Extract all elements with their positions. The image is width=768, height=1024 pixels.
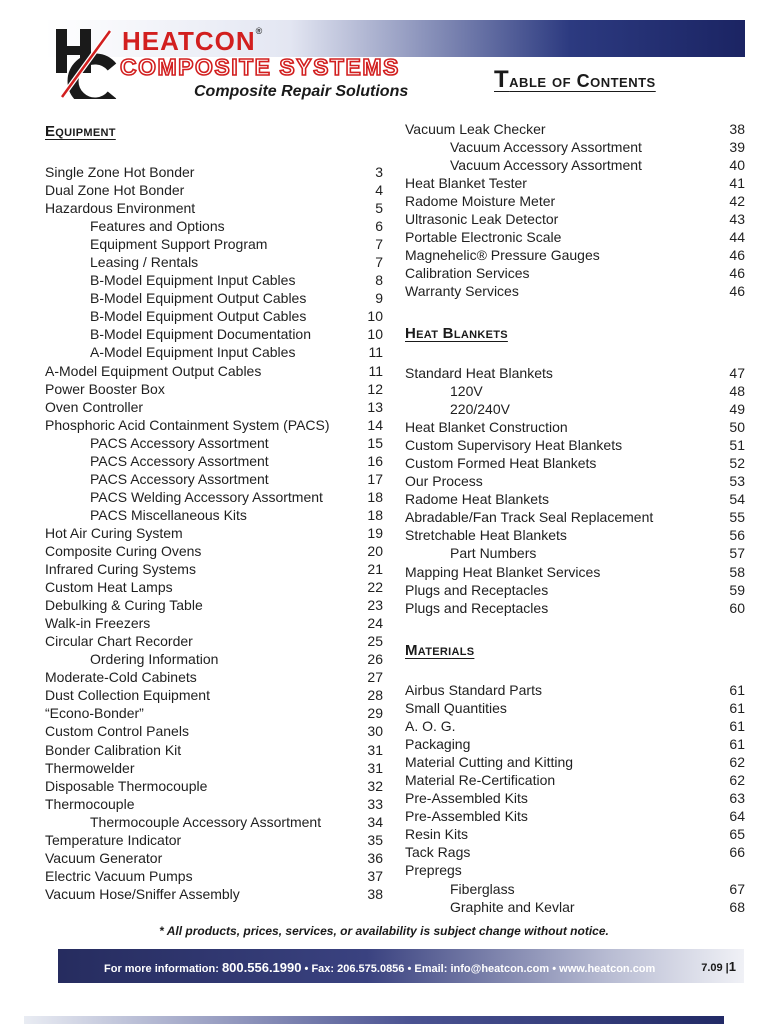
toc-entry-page: 11: [368, 362, 383, 379]
toc-entry-page: 19: [367, 524, 383, 541]
toc-entry-page: 5: [375, 200, 383, 217]
toc-entry-label: B-Model Equipment Documentation: [90, 326, 312, 343]
equipment-continued-list: [405, 120, 745, 300]
toc-entry: [405, 418, 745, 436]
toc-entry: [405, 382, 745, 400]
toc-entry: [45, 380, 383, 398]
toc-entry-label: “Econo-Bonder”: [45, 705, 144, 722]
toc-entry-label: Resin Kits: [405, 826, 469, 843]
toc-entry-page: 36: [367, 849, 383, 866]
toc-entry: [405, 210, 745, 228]
toc-entry-page: 41: [729, 175, 745, 192]
toc-entry: [405, 264, 745, 282]
toc-entry-label: Dual Zone Hot Bonder: [45, 182, 185, 199]
page-number: 1: [728, 959, 736, 974]
toc-entry-label: Hot Air Curing System: [45, 524, 183, 541]
toc-entry-page: 7: [375, 236, 383, 253]
footer-version: 7.09 |: [701, 962, 729, 974]
toc-entry-page: 50: [729, 419, 745, 436]
toc-entry: [45, 470, 383, 488]
footer-contact-bar: [58, 949, 744, 983]
toc-entry-label: Pre-Assembled Kits: [405, 790, 528, 807]
toc-entry-page: 52: [729, 455, 745, 472]
toc-entry-label: Vacuum Hose/Sniffer Assembly: [45, 885, 240, 902]
toc-entry-page: 30: [367, 723, 383, 740]
toc-entry-page: 33: [367, 795, 383, 812]
toc-entry-label: PACS Accessory Assortment: [90, 434, 269, 451]
toc-entry-label: Power Booster Box: [45, 380, 165, 397]
toc-entry-page: 12: [367, 380, 383, 397]
brand-subtitle: COMPOSITE SYSTEMS: [120, 54, 400, 80]
toc-entry-page: 48: [729, 383, 745, 400]
toc-entry-label: Pre-Assembled Kits: [405, 808, 528, 825]
toc-entry-label: Thermocouple Accessory Assortment: [90, 813, 322, 830]
toc-entry: [405, 735, 745, 753]
toc-entry-page: 61: [729, 736, 745, 753]
toc-entry-label: Custom Control Panels: [45, 723, 189, 740]
toc-entry-page: 35: [367, 831, 383, 848]
toc-entry-page: 10: [367, 326, 383, 343]
heat-blankets-list: [405, 364, 745, 617]
toc-entry-label: Vacuum Generator: [45, 849, 163, 866]
toc-entry: [45, 325, 383, 343]
toc-entry: [405, 174, 745, 192]
toc-entry: [405, 581, 745, 599]
toc-entry-page: 64: [729, 808, 745, 825]
heatcon-logo-icon: [50, 27, 118, 99]
toc-entry: [405, 138, 745, 156]
toc-entry-page: 43: [729, 211, 745, 228]
toc-entry-page: 59: [729, 581, 745, 598]
toc-entry: [45, 650, 383, 668]
toc-entry: [45, 704, 383, 722]
toc-entry-page: 20: [367, 542, 383, 559]
toc-entry: [45, 596, 383, 614]
toc-entry: [405, 898, 745, 916]
toc-entry: [405, 861, 745, 879]
toc-entry: [405, 472, 745, 490]
toc-entry-page: 25: [367, 633, 383, 650]
toc-entry-label: Equipment Support Program: [90, 236, 268, 253]
toc-entry: [45, 307, 383, 325]
toc-entry-label: 120V: [450, 383, 483, 400]
toc-entry-label: Temperature Indicator: [45, 831, 182, 848]
toc-entry-page: 17: [367, 470, 383, 487]
toc-entry-page: 66: [729, 844, 745, 861]
toc-entry-label: Moderate-Cold Cabinets: [45, 669, 197, 686]
footer-contact: [104, 960, 655, 975]
toc-entry-page: 61: [729, 718, 745, 735]
toc-entry-label: Vacuum Leak Checker: [405, 121, 546, 137]
toc-entry-label: Radome Heat Blankets: [405, 491, 549, 508]
toc-entry-page: 26: [367, 651, 383, 668]
toc-entry-label: Leasing / Rentals: [90, 254, 199, 271]
toc-entry: [45, 578, 383, 596]
toc-entry-label: Material Cutting and Kitting: [405, 754, 574, 771]
toc-entry: [45, 524, 383, 542]
toc-entry: [45, 434, 383, 452]
toc-entry-label: B-Model Equipment Output Cables: [90, 290, 307, 307]
toc-entry: [405, 120, 745, 138]
toc-entry-page: 39: [729, 139, 745, 156]
toc-entry-page: 56: [729, 527, 745, 544]
toc-entry: [405, 599, 745, 617]
toc-entry-page: 34: [367, 813, 383, 830]
toc-entry-page: 10: [367, 308, 383, 325]
toc-entry-label: Disposable Thermocouple: [45, 777, 208, 794]
toc-entry-page: 46: [729, 265, 745, 282]
toc-entry-label: Our Process: [405, 473, 483, 490]
toc-entry-label: Fiberglass: [450, 880, 515, 897]
toc-entry-label: Standard Heat Blankets: [405, 365, 553, 381]
toc-entry: [405, 681, 745, 699]
toc-entry: [405, 771, 745, 789]
toc-entry-page: 27: [367, 669, 383, 686]
toc-entry-page: 60: [729, 599, 745, 616]
toc-entry-label: Portable Electronic Scale: [405, 229, 562, 246]
toc-entry: [45, 398, 383, 416]
toc-entry: [45, 686, 383, 704]
toc-entry: [45, 217, 383, 235]
toc-entry: [45, 885, 383, 903]
toc-entry: [45, 181, 383, 199]
toc-entry-page: 58: [729, 563, 745, 580]
toc-entry-page: 62: [729, 754, 745, 771]
toc-entry-label: Walk-in Freezers: [45, 615, 151, 632]
page-title: Table of Contents: [494, 66, 656, 93]
toc-entry-page: 42: [729, 193, 745, 210]
toc-entry: [45, 831, 383, 849]
toc-entry-label: Electric Vacuum Pumps: [45, 867, 193, 884]
toc-entry-label: Heat Blanket Tester: [405, 175, 527, 192]
toc-entry-page: 16: [367, 452, 383, 469]
toc-entry-label: Custom Formed Heat Blankets: [405, 455, 597, 472]
toc-entry-label: Circular Chart Recorder: [45, 633, 193, 650]
toc-entry-page: 6: [375, 218, 383, 235]
toc-entry-page: 18: [367, 506, 383, 523]
disclaimer-footnote: * All products, prices, services, or availability is subject change without notice.: [159, 924, 609, 938]
toc-entry: [45, 759, 383, 777]
toc-entry-page: 62: [729, 772, 745, 789]
toc-entry-page: 49: [729, 401, 745, 418]
toc-entry-page: 9: [375, 290, 383, 307]
toc-entry: [45, 867, 383, 885]
toc-entry-label: Ultrasonic Leak Detector: [405, 211, 559, 228]
toc-entry-label: Part Numbers: [450, 545, 537, 562]
footer-info-label: For more information:: [104, 963, 219, 975]
toc-entry-page: 28: [367, 687, 383, 704]
toc-entry-label: Magnehelic® Pressure Gauges: [405, 247, 600, 264]
toc-entry: [405, 789, 745, 807]
toc-entry: [45, 416, 383, 434]
toc-entry: [405, 436, 745, 454]
toc-entry-label: Oven Controller: [45, 398, 144, 415]
toc-entry: [45, 668, 383, 686]
materials-list: [405, 681, 745, 916]
toc-entry-page: 46: [729, 283, 745, 300]
toc-entry: [405, 843, 745, 861]
brand-name: HEATCON®: [122, 26, 264, 56]
toc-entry: [45, 452, 383, 470]
toc-entry-label: Custom Heat Lamps: [45, 579, 173, 596]
toc-entry-label: Bonder Calibration Kit: [45, 741, 182, 758]
toc-entry-page: 61: [729, 682, 745, 698]
toc-entry: [45, 271, 383, 289]
toc-entry-page: 57: [729, 545, 745, 562]
toc-entry-label: PACS Miscellaneous Kits: [90, 506, 247, 523]
toc-entry: [45, 795, 383, 813]
footer-phone: 800.556.1990: [221, 960, 302, 975]
footer-page-info: [701, 959, 736, 974]
toc-entry-label: Plugs and Receptacles: [405, 599, 549, 616]
toc-entry-page: 31: [367, 741, 383, 758]
toc-entry-page: 47: [729, 365, 745, 381]
toc-entry-label: Tack Rags: [405, 844, 471, 861]
toc-entry-label: Mapping Heat Blanket Services: [405, 563, 601, 580]
toc-entry-label: Phosphoric Acid Containment System (PACS): [45, 416, 330, 433]
toc-entry: [45, 813, 383, 831]
toc-entry-page: 46: [729, 247, 745, 264]
toc-entry: [405, 563, 745, 581]
toc-entry-page: 31: [367, 759, 383, 776]
toc-entry: [45, 560, 383, 578]
toc-entry: [405, 192, 745, 210]
toc-entry: [405, 699, 745, 717]
toc-entry: [45, 632, 383, 650]
toc-entry: [405, 364, 745, 382]
toc-entry-page: 61: [729, 700, 745, 717]
toc-entry-label: Prepregs: [405, 862, 462, 879]
toc-entry-label: Abradable/Fan Track Seal Replacement: [405, 509, 654, 526]
toc-entry-page: 11: [368, 344, 383, 361]
toc-entry-page: 37: [367, 867, 383, 884]
toc-entry: [45, 741, 383, 759]
toc-entry: [405, 544, 745, 562]
toc-entry-label: Stretchable Heat Blankets: [405, 527, 567, 544]
toc-entry-label: PACS Welding Accessory Assortment: [90, 488, 323, 505]
toc-entry: [45, 199, 383, 217]
toc-entry: [405, 807, 745, 825]
toc-entry-label: Infrared Curing Systems: [45, 561, 196, 578]
toc-entry-label: Vacuum Accessory Assortment: [450, 157, 642, 174]
toc-entry-label: Hazardous Environment: [45, 200, 196, 217]
toc-entry-label: Small Quantities: [405, 700, 507, 717]
toc-entry-label: Ordering Information: [90, 651, 219, 668]
toc-entry-page: 63: [729, 790, 745, 807]
toc-entry-label: Heat Blanket Construction: [405, 419, 568, 436]
toc-entry-page: 22: [367, 579, 383, 596]
toc-entry-page: 14: [367, 416, 383, 433]
toc-entry-label: Single Zone Hot Bonder: [45, 164, 195, 180]
toc-entry-label: Composite Curing Ovens: [45, 542, 202, 559]
toc-entry: [45, 253, 383, 271]
toc-entry: [405, 508, 745, 526]
equipment-list: [45, 163, 383, 903]
toc-entry-page: 32: [367, 777, 383, 794]
toc-entry-page: 67: [729, 880, 745, 897]
toc-entry: [45, 343, 383, 361]
toc-entry: [45, 163, 383, 181]
toc-entry-label: Warranty Services: [405, 283, 519, 300]
toc-entry-label: Plugs and Receptacles: [405, 581, 549, 598]
toc-entry-label: Thermocouple: [45, 795, 135, 812]
toc-entry-label: Custom Supervisory Heat Blankets: [405, 437, 623, 454]
toc-entry-label: A-Model Equipment Input Cables: [90, 344, 296, 361]
toc-entry-page: 38: [367, 885, 383, 902]
toc-entry-page: 40: [729, 157, 745, 174]
toc-entry-label: B-Model Equipment Output Cables: [90, 308, 307, 325]
toc-entry-label: A-Model Equipment Output Cables: [45, 362, 262, 379]
toc-entry-label: Airbus Standard Parts: [405, 682, 542, 698]
toc-entry: [45, 289, 383, 307]
toc-entry: [45, 542, 383, 560]
toc-entry-page: 65: [729, 826, 745, 843]
toc-entry-page: 68: [729, 898, 745, 915]
toc-entry: [45, 362, 383, 380]
section-heading-equipment: Equipment: [45, 123, 116, 140]
toc-entry-page: 15: [367, 434, 383, 451]
toc-entry-label: Features and Options: [90, 218, 225, 235]
toc-entry-page: 23: [367, 597, 383, 614]
footer-contact-details: • Fax: 206.575.0856 • Email: info@heatcon.com • www.heatcon.com: [304, 963, 656, 975]
toc-entry-page: 54: [729, 491, 745, 508]
toc-entry-label: Dust Collection Equipment: [45, 687, 210, 704]
toc-entry-label: Vacuum Accessory Assortment: [450, 139, 642, 156]
toc-entry: [45, 849, 383, 867]
toc-entry-page: 3: [375, 164, 383, 180]
toc-entry-page: 4: [375, 182, 383, 199]
toc-entry-label: Graphite and Kevlar: [450, 898, 575, 915]
toc-entry-label: Calibration Services: [405, 265, 530, 282]
toc-entry: [405, 282, 745, 300]
toc-entry: [405, 228, 745, 246]
toc-entry: [45, 488, 383, 506]
toc-entry-page: 29: [367, 705, 383, 722]
toc-entry-page: 51: [729, 437, 745, 454]
toc-entry: [405, 400, 745, 418]
toc-entry-page: 7: [375, 254, 383, 271]
toc-entry-page: 44: [729, 229, 745, 246]
toc-entry-page: 38: [729, 121, 745, 137]
toc-entry-label: Thermowelder: [45, 759, 135, 776]
toc-entry: [405, 156, 745, 174]
toc-entry: [405, 825, 745, 843]
bottom-decorative-strip: [24, 1016, 724, 1024]
toc-entry: [45, 506, 383, 524]
toc-entry-page: 8: [375, 272, 383, 289]
toc-entry: [405, 753, 745, 771]
toc-entry-label: B-Model Equipment Input Cables: [90, 272, 296, 289]
toc-entry-label: A. O. G.: [405, 718, 456, 735]
toc-entry: [45, 722, 383, 740]
toc-entry-label: Packaging: [405, 736, 471, 753]
toc-entry: [45, 235, 383, 253]
toc-entry-label: Debulking & Curing Table: [45, 597, 203, 614]
toc-entry-page: 18: [367, 488, 383, 505]
toc-entry: [45, 777, 383, 795]
section-heading-materials: Materials: [405, 642, 475, 659]
toc-entry-page: 13: [367, 398, 383, 415]
toc-entry: [405, 526, 745, 544]
toc-entry-label: Radome Moisture Meter: [405, 193, 556, 210]
toc-entry: [405, 717, 745, 735]
toc-entry-page: 55: [729, 509, 745, 526]
toc-entry: [45, 614, 383, 632]
toc-entry-label: Material Re-Certification: [405, 772, 556, 789]
toc-entry-page: 53: [729, 473, 745, 490]
toc-entry: [405, 454, 745, 472]
toc-entry-label: PACS Accessory Assortment: [90, 470, 269, 487]
toc-entry-page: 24: [367, 615, 383, 632]
toc-entry: [405, 490, 745, 508]
toc-entry-label: PACS Accessory Assortment: [90, 452, 269, 469]
section-heading-heat-blankets: Heat Blankets: [405, 325, 508, 342]
toc-entry: [405, 880, 745, 898]
toc-entry-label: 220/240V: [450, 401, 510, 418]
toc-entry-page: 21: [367, 561, 383, 578]
toc-entry: [405, 246, 745, 264]
tagline: Composite Repair Solutions: [194, 83, 409, 100]
